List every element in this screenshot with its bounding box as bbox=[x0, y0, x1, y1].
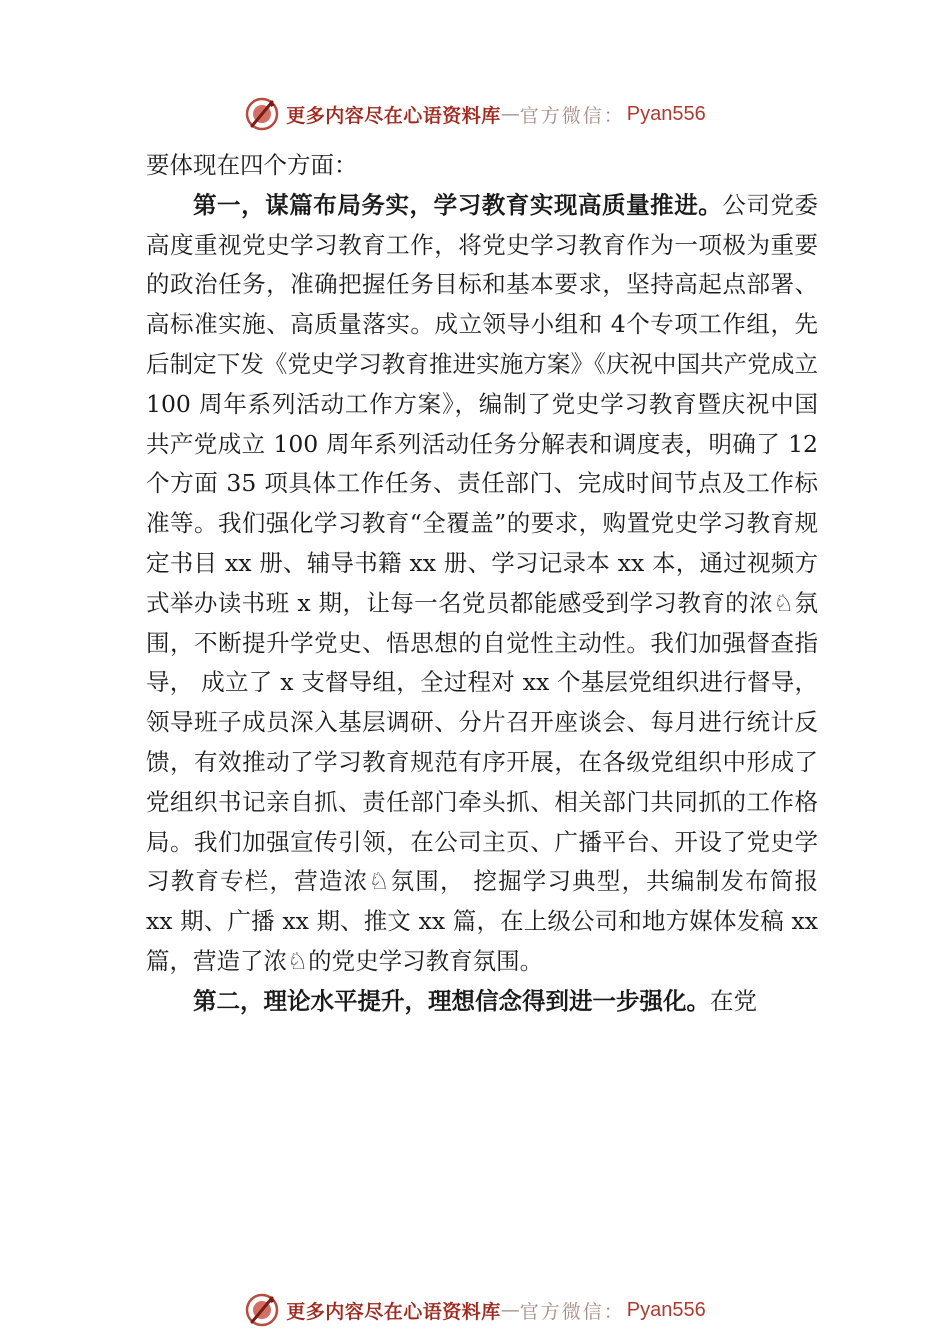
banner-wechat-id: Pyan556 bbox=[626, 1298, 706, 1321]
paragraph-2 bbox=[146, 982, 818, 1022]
banner-wechat-label: 官方微信： bbox=[519, 1300, 625, 1323]
paragraph-1-heading: 第一，谋篇布局务实，学习教育实现高质量推进。 bbox=[193, 190, 723, 219]
paragraph-2-text: 在党 bbox=[710, 986, 757, 1015]
paragraph-1 bbox=[146, 186, 818, 982]
banner-title: 更多内容尽在心语资料库 bbox=[286, 1300, 501, 1323]
banner-dash: — bbox=[500, 1299, 520, 1321]
intro-line: 要体现在四个方面： bbox=[146, 151, 358, 179]
xinyu-logo-icon bbox=[244, 96, 280, 132]
header-banner bbox=[0, 94, 950, 134]
banner-dash: — bbox=[500, 103, 520, 125]
banner-wechat-id: Pyan556 bbox=[626, 102, 706, 125]
paragraph-1-text: 公司党委高度重视党史学习教育工作，将党史学习教育作为一项极为重要的政治任务，准确把握任务目标和基本要求，坚持高起点部署、高标准实施、高质量落实。成立领导小组和 4个专项工作组，先后制定下发《党史学习教育推进实施方案》《庆祝中国共产党成立 100 周年系列活动工作方案》，编制了党史学习教育暨庆祝中国共产党成立 100 周年系列活动任务分解表和调度表，明确了 12 个方面 35 项具体工作任务、责任部门、完成时间节点及工作标准等。我们强化学习教育“全覆盖”的要求，购置党史学习教育规定书目 xx 册、辅导书籍 xx 册、学习记录本 xx 本，通过视频方式举办读书班 x 期，让每一名党员都能感受到学习教育的浓♘氛围，不断提升学党史、悟思想的自觉性主动性。我们加强督查指导， 成立了 x 支督导组，全过程对 xx 个基层党组织进行督导， 领导班子成员深入基层调研、分片召开座谈会、每月进行统计反馈，有效推动了学习教育规范有序开展，在各级党组织中形成了党组织书记亲自抓、责任部门牵头抓、相关部门共同抓的工作格局。我们加强宣传引领，在公司主页、广播平台、开设了党史学习教育专栏，营造浓♘氛围， 挖掘学习典型，共编制发布简报 xx 期、广播 xx 期、推文 xx 篇，在上级公司和地方媒体发稿 xx 篇，营造了浓♘的党史学习教育氛围。 bbox=[146, 190, 819, 975]
banner-title: 更多内容尽在心语资料库 bbox=[286, 104, 501, 127]
document-body bbox=[146, 146, 818, 1022]
banner-wechat-label: 官方微信： bbox=[519, 104, 625, 127]
paragraph-2-heading: 第二，理论水平提升，理想信念得到进一步强化。 bbox=[193, 986, 710, 1015]
xinyu-logo-icon bbox=[244, 1292, 280, 1328]
footer-banner bbox=[0, 1290, 950, 1330]
